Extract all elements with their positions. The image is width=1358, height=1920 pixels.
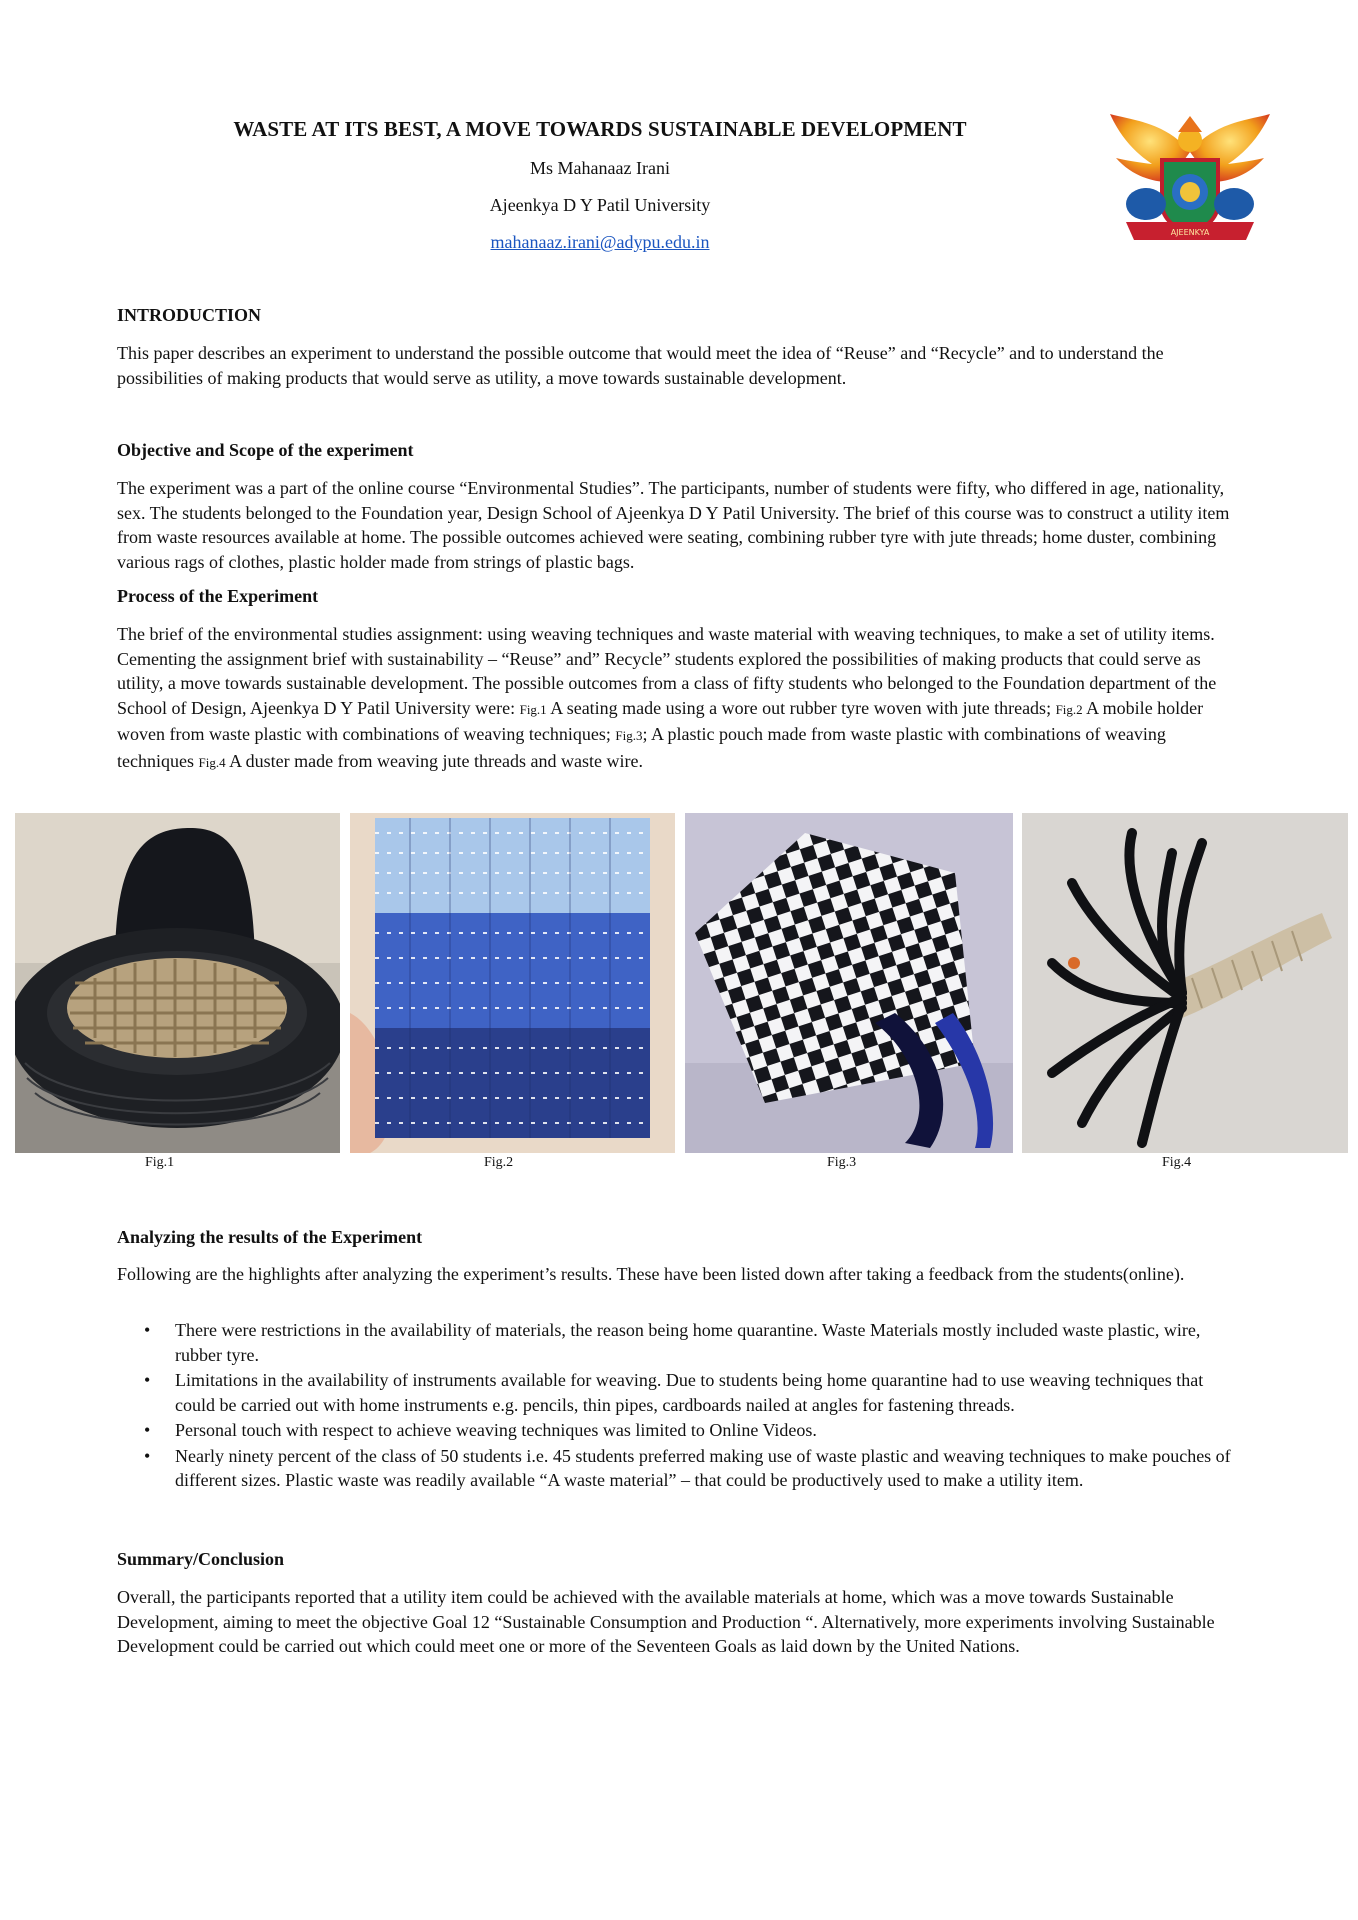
section-heading-introduction: INTRODUCTION — [117, 305, 262, 325]
section-heading-analysis: Analyzing the results of the Experiment — [117, 1227, 423, 1247]
figure-ref-1: Fig.1 — [519, 701, 547, 717]
figure-3-caption: Fig.3 — [827, 1155, 857, 1170]
list-item: • Nearly ninety percent of the class of 50 students i.e. 45 students preferred making use of waste plastic and weaving techniques to make pouches of different sizes. Plastic waste was readily available “A waste material” – that could be productively used to make a utility item. — [117, 1444, 1247, 1493]
figure-2-woven-holder-photo — [350, 813, 675, 1153]
author-email-link[interactable]: mahanaaz.irani@adypu.edu.in — [490, 232, 710, 252]
section-heading-process: Process of the Experiment — [117, 586, 319, 606]
figure-ref-4: Fig.4 — [198, 754, 226, 770]
process-text: The brief of the environmental studies assignment: using weaving techniques and waste material with weaving techniques, to make a set of utility items. Cementing the assignment brief with sustainability – “Reuse” and” Recycle” students explored the possibilities of making products that could serve as utility, a move towards sustainable development. The possible outcomes from a class of fifty students who belonged to the Foundation department of the School of Design, Ajeenkya D Y Patil University were: Fig.1 A seating made using a wore out rubber tyre woven with jute threads; Fig.2 A mobile holder woven from waste plastic with combinations of weaving techniques; Fig.3; A plastic pouch made from waste plastic with combinations of weaving techniques Fig.4 A duster made from weaving jute threads and waste wire. — [117, 624, 1217, 771]
paper-title: WASTE AT ITS BEST, A MOVE TOWARDS SUSTAINABLE DEVELOPMENT — [233, 117, 967, 141]
figure-3-checkered-pouch-photo — [685, 813, 1013, 1153]
figure-2-caption: Fig.2 — [484, 1155, 514, 1170]
figure-1-caption: Fig.1 — [145, 1155, 175, 1170]
section-heading-objective: Objective and Scope of the experiment — [117, 440, 414, 460]
figure-ref-2: Fig.2 — [1055, 701, 1083, 717]
figure-4-caption: Fig.4 — [1162, 1155, 1192, 1170]
author-affiliation: Ajeenkya D Y Patil University — [489, 195, 711, 215]
list-item: • There were restrictions in the availability of materials, the reason being home quarantine. Waste Materials mostly included waste plastic, wire, rubber tyre. — [117, 1318, 1247, 1367]
figure-ref-3: Fig.3 — [615, 728, 643, 743]
list-item: • Limitations in the availability of instruments available for weaving. Due to students being home quarantine had to use weaving techniques that could be carried out with home instruments e.g. pencils, thin pipes, cardboards nailed at angles for fastening threads. — [117, 1368, 1247, 1417]
list-item: • Personal touch with respect to achieve weaving techniques was limited to Online Videos. — [117, 1418, 1247, 1443]
section-heading-conclusion: Summary/Conclusion — [117, 1549, 285, 1569]
analysis-bullet-list — [117, 1318, 1247, 1494]
figure-1-tyre-seat-photo — [15, 813, 340, 1153]
analysis-text: Following are the highlights after analyzing the experiment’s results. These have been listed down after taking a feedback from the students(online). — [117, 1264, 1185, 1284]
logo-ribbon-text: AJEENKYA — [1170, 228, 1210, 237]
introduction-text: This paper describes an experiment to understand the possible outcome that would meet the idea of “Reuse” and “Recycle” and to understand the possibilities of making products that would serve as utility, a move towards sustainable development. — [117, 343, 1164, 388]
conclusion-text: Overall, the participants reported that a utility item could be achieved with the available materials at home, which was a move towards Sustainable Development, aiming to meet the objective Goal 12 “Sustainable Consumption and Production “. Alternatively, more experiments involving Sustainable Development could be carried out which could meet one or more of the Seventeen Goals as laid down by the United Nations. — [117, 1587, 1215, 1656]
author-name: Ms Mahanaaz Irani — [530, 158, 670, 178]
university-logo — [1106, 112, 1274, 247]
objective-text: The experiment was a part of the online course “Environmental Studies”. The participants, number of students were fifty, who differed in age, nationality, sex. The students belonged to the Foundation year, Design School of Ajeenkya D Y Patil University. The brief of this course was to construct a utility item from waste resources available at home. The possible outcomes achieved were seating, combining rubber tyre with jute threads; home duster, combining various rags of clothes, plastic holder made from strings of plastic bags. — [117, 478, 1230, 572]
figure-4-jute-duster-photo — [1022, 813, 1348, 1153]
